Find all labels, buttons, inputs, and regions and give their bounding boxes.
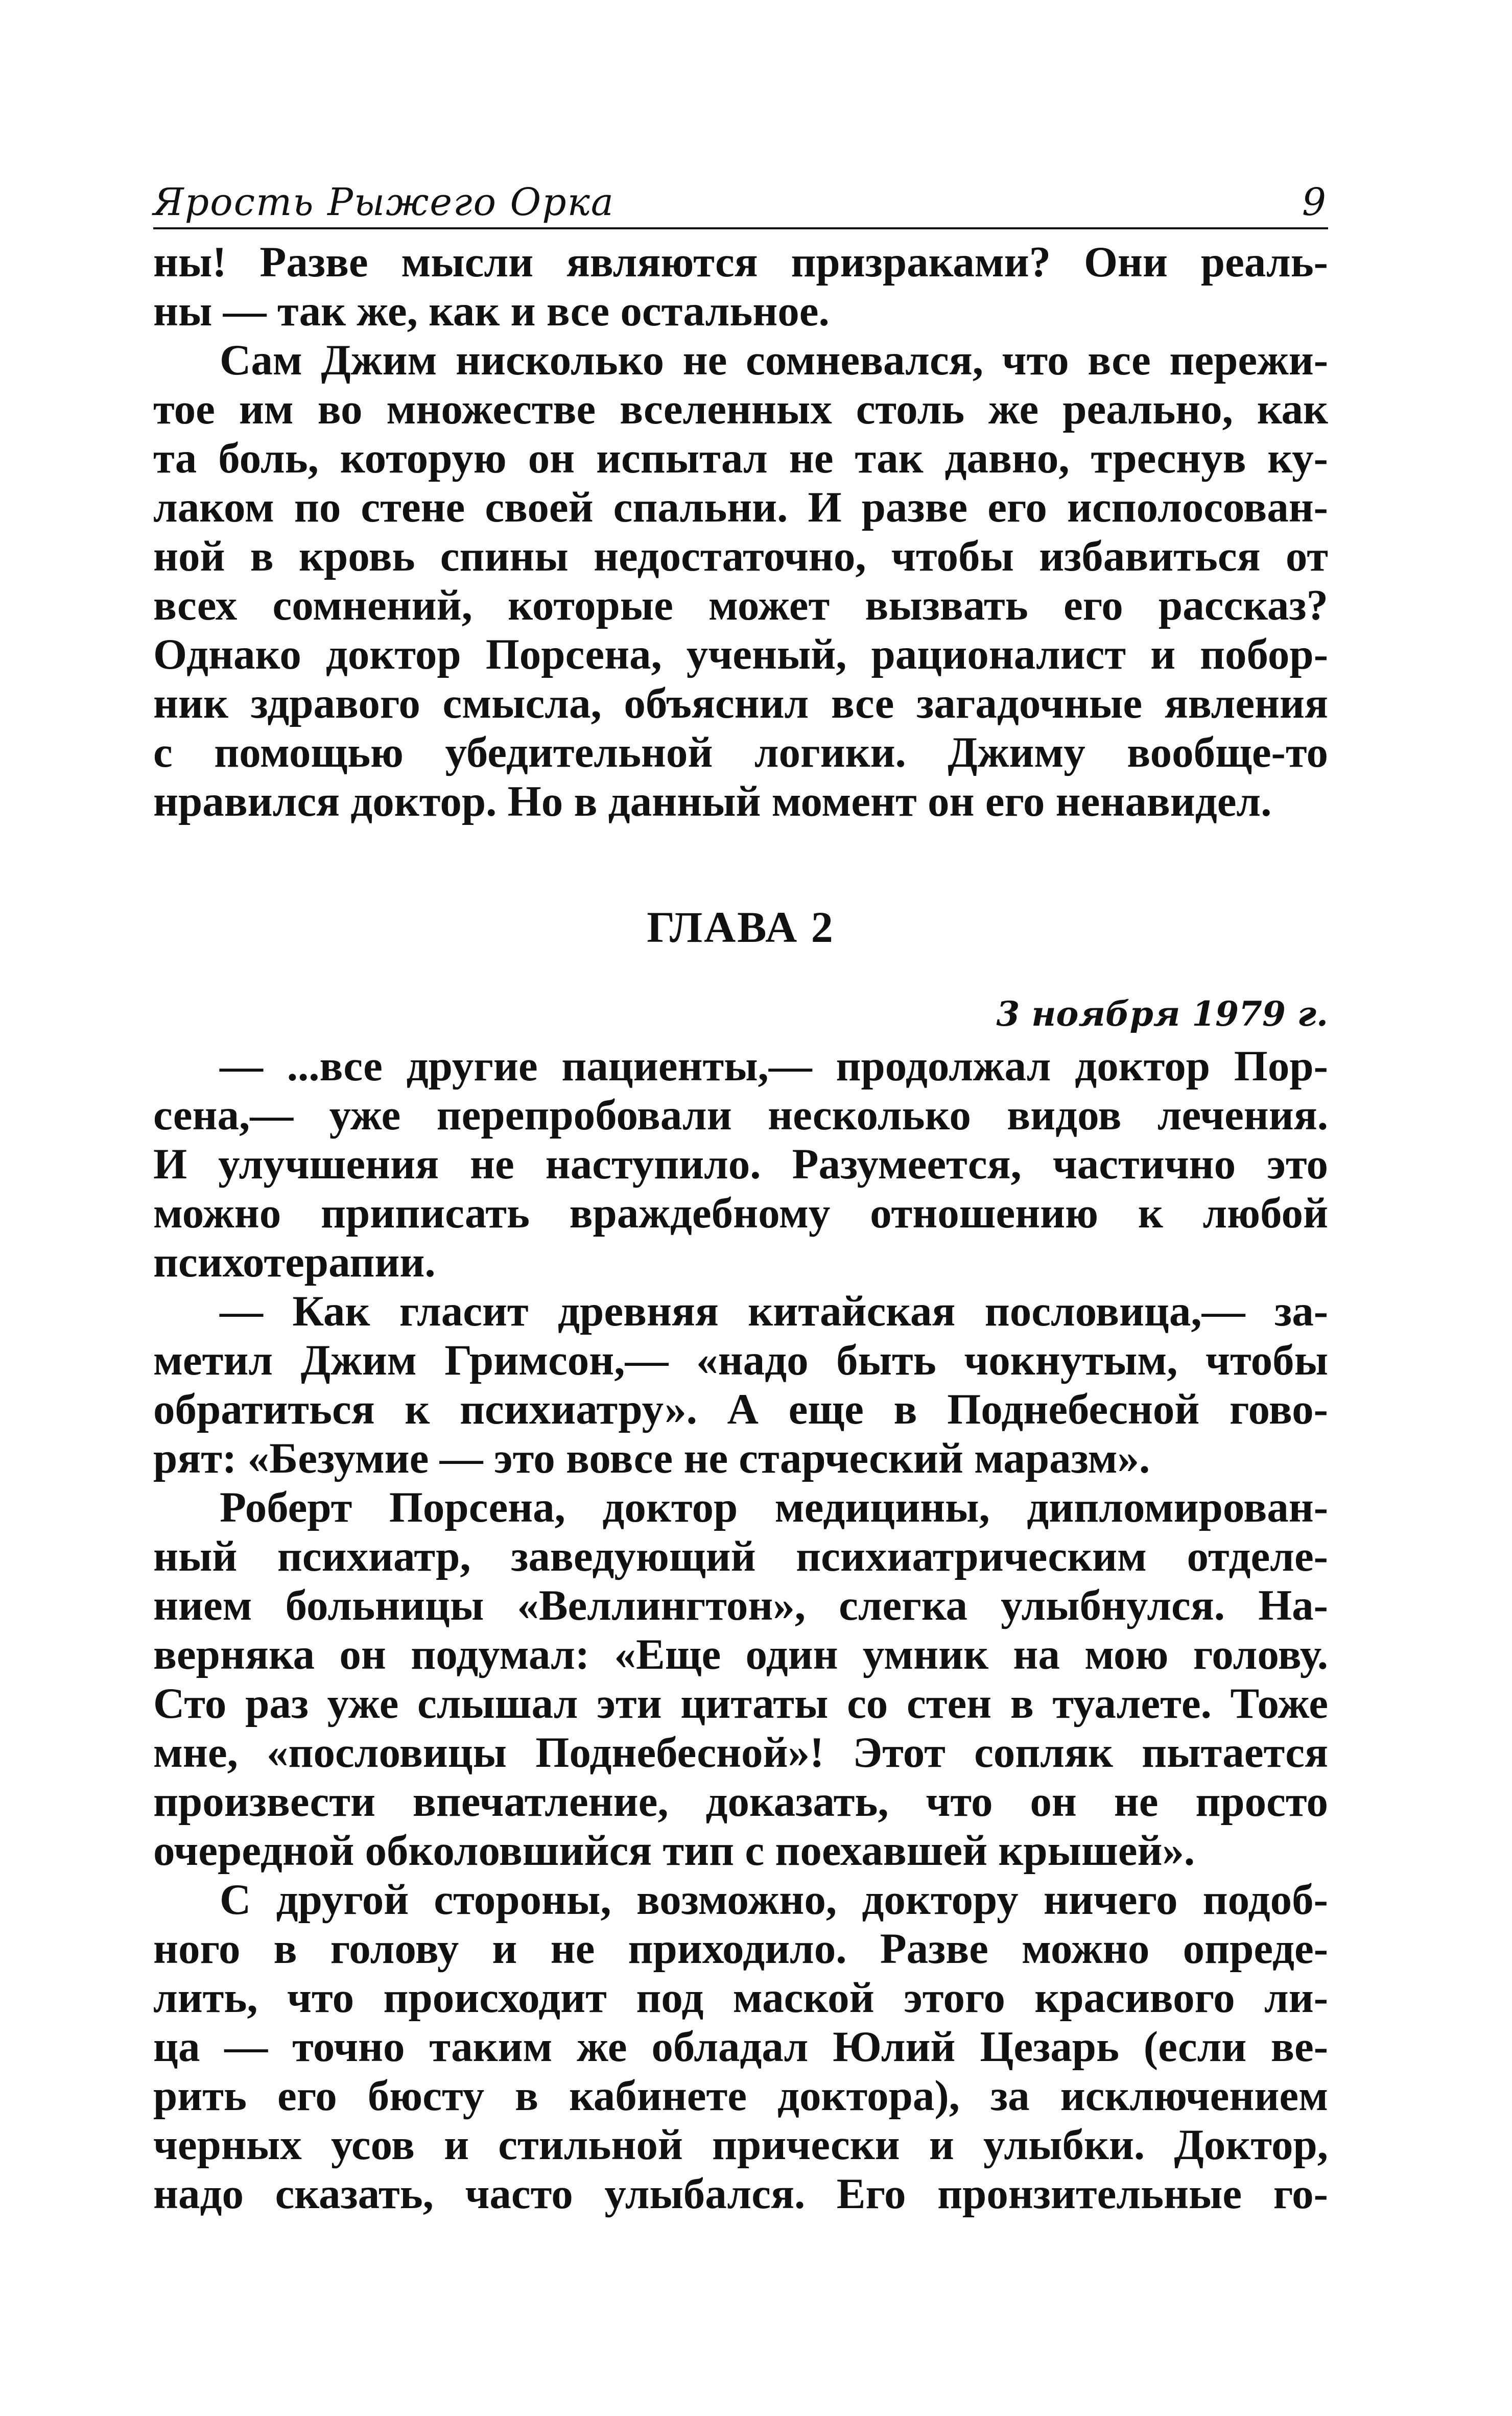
text-line: верняка он подумал: «Еще один умник на мою голову. [153, 1630, 1328, 1678]
page-header [153, 171, 1328, 229]
text-line: — Как гласит древняя китайская пословица,— за- [220, 1287, 1328, 1335]
text-line: Однако доктор Порсена, ученый, рационалист и побор- [153, 630, 1328, 678]
text-line: ник здравого смысла, объяснил все загадочные явления [153, 679, 1328, 727]
chapter-heading: ГЛАВА 2 [647, 903, 835, 952]
text-line: С другой стороны, возможно, доктору ничего подоб- [220, 1876, 1328, 1924]
text-line: нравился доктор. Но в данный момент он его ненавидел. [153, 777, 1272, 825]
text-line: рят: «Безумие — это вовсе не старческий маразм». [153, 1434, 1150, 1482]
paragraph [153, 1875, 1328, 2218]
text-line: черных усов и стильной прически и улыбки. Доктор, [153, 2121, 1328, 2169]
text-line: психотерапии. [153, 1238, 436, 1286]
paragraph [153, 238, 1328, 336]
text-line: ного в голову и не приходило. Разве можно опреде- [153, 1925, 1328, 1973]
text-line: Роберт Порсена, доктор медицины, дипломирован- [220, 1483, 1328, 1531]
text-line: произвести впечатление, доказать, что он не просто [153, 1778, 1328, 1826]
text-line: надо сказать, часто улыбался. Его пронзительные го- [153, 2170, 1328, 2218]
text-after-chapter [153, 1041, 1328, 2218]
text-line: с помощью убедительной логики. Джиму вообще-то [153, 728, 1328, 776]
paragraph [153, 1287, 1328, 1483]
text-line: Сто раз уже слышал эти цитаты со стен в туалете. Тоже [153, 1679, 1328, 1727]
text-line: И улучшения не наступило. Разумеется, частично это [153, 1140, 1328, 1188]
text-before-chapter [153, 238, 1328, 826]
paragraph [153, 1483, 1328, 1875]
text-line: можно приписать враждебному отношению к любой [153, 1189, 1328, 1237]
text-line: всех сомнений, которые может вызвать его рассказ? [153, 581, 1328, 629]
text-line: лить, что происходит под маской этого красивого ли- [153, 1974, 1328, 2022]
text-line: нием больницы «Веллингтон», слегка улыбнулся. На- [153, 1581, 1328, 1629]
chapter-date: 3 ноября 1979 г. [996, 994, 1328, 1034]
text-line: ны! Разве мысли являются призраками? Они реаль- [153, 238, 1328, 286]
text-line: та боль, которую он испытал не так давно, треснув ку- [153, 434, 1328, 482]
text-line: ный психиатр, заведующий психиатрическим отделе- [153, 1532, 1328, 1580]
page-number: 9 [1302, 180, 1326, 224]
text-line: тое им во множестве вселенных столь же реально, как [153, 385, 1328, 433]
text-line: лаком по стене своей спальни. И разве его исполосован- [153, 483, 1328, 531]
paragraph [153, 336, 1328, 826]
paragraph [153, 1041, 1328, 1287]
text-line: метил Джим Гримсон,— «надо быть чокнутым, чтобы [153, 1336, 1328, 1384]
running-title: Ярость Рыжего Орка [153, 180, 615, 224]
text-line: Сам Джим нисколько не сомневался, что все пережи- [220, 336, 1328, 384]
text-line: рить его бюсту в кабинете доктора), за исключением [153, 2072, 1328, 2120]
text-line: — ...все другие пациенты,— продолжал доктор Пор- [220, 1042, 1328, 1090]
body-text [153, 238, 1328, 2218]
text-line: обратиться к психиатру». А еще в Поднебесной гово- [153, 1385, 1328, 1433]
text-line: мне, «пословицы Поднебесной»! Этот сопляк пытается [153, 1728, 1328, 1777]
text-line: ной в кровь спины недостаточно, чтобы избавиться от [153, 532, 1328, 580]
text-line: очередной обколовшийся тип с поехавшей крышей». [153, 1827, 1195, 1875]
text-line: сена,— уже перепробовали несколько видов лечения. [153, 1091, 1328, 1139]
text-line: ца — точно таким же обладал Юлий Цезарь (если ве- [153, 2023, 1328, 2071]
text-line: ны — так же, как и все остальное. [153, 287, 830, 335]
